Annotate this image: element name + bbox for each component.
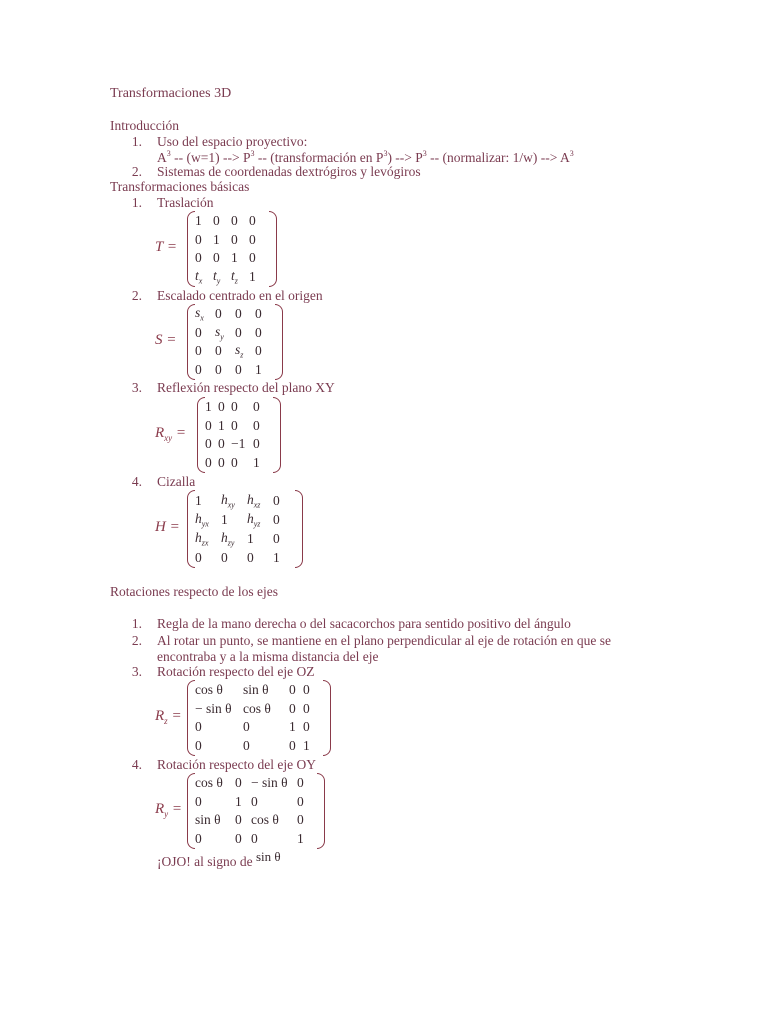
matrix-cell: 0 (235, 361, 242, 377)
matrix-cell: 0 (231, 231, 238, 247)
list-item: Sistemas de coordenadas dextrógiros y levógiros (157, 164, 421, 179)
matrix-cell: 0 (235, 306, 242, 322)
section-heading-intro: Introducción (110, 118, 179, 133)
list-number: 2. (131, 288, 142, 303)
matrix-cell: 0 (303, 719, 310, 735)
note-expression: sin θ (255, 849, 281, 864)
matrix-cell: 0 (235, 775, 242, 791)
matrix-cell: $h_{yx}$ (195, 510, 209, 529)
right-bracket (269, 211, 277, 287)
matrix-cell: $t_y$ (213, 267, 221, 286)
section-heading-rotations: Rotaciones respecto de los ejes (110, 584, 278, 599)
list-item: Regla de la mano derecha o del sacacorchos para sentido positivo del ángulo (157, 616, 571, 631)
matrix-cell: 1 (231, 250, 238, 266)
note-text: ¡OJO! al signo de (157, 854, 253, 869)
matrix-cell: 0 (195, 830, 202, 846)
matrix-cell: $h_{xz}$ (247, 491, 261, 510)
list-item: Uso del espacio proyectivo: (157, 134, 308, 149)
matrix-grid (205, 398, 271, 472)
matrix-cell: 0 (215, 361, 222, 377)
matrix-cell: 0 (215, 306, 222, 322)
matrix-cell: 0 (195, 719, 202, 735)
matrix-cell: 0 (205, 436, 212, 452)
page-title: Transformaciones 3D (110, 86, 232, 101)
matrix-cell: 1 (273, 549, 280, 565)
projective-formula: $A^3 -- (w=1)$ --> $P^3$ -- (transformación en $P^3$) --> $P^3$ -- (normalizar: 1/w) --> $A^3$ (157, 149, 574, 165)
list-number: 2. (131, 633, 142, 648)
matrix-cell: 0 (231, 454, 238, 470)
matrix-cell: 0 (253, 399, 260, 415)
matrix-cell: cos θ (251, 812, 279, 828)
matrix-cell: 0 (215, 343, 222, 359)
matrix-cell: 1 (247, 530, 254, 546)
list-item-continuation: encontraba y a la misma distancia del eje (157, 649, 379, 664)
matrix-cell: 0 (297, 793, 304, 809)
list-number: 4. (131, 757, 142, 772)
matrix-cell: 0 (195, 361, 202, 377)
matrix-cell: 1 (253, 454, 260, 470)
matrix-cell: 0 (205, 417, 212, 433)
list-number: 4. (131, 474, 142, 489)
matrix-cell: 0 (255, 324, 262, 340)
left-bracket (187, 211, 195, 287)
matrix-cell: $s_z$ (235, 342, 244, 361)
list-number: 3. (131, 380, 142, 395)
right-bracket (295, 490, 303, 568)
matrix-cell: 0 (297, 775, 304, 791)
matrix-grid (195, 491, 293, 567)
matrix-label: T = (155, 239, 177, 255)
matrix-cell: 0 (235, 812, 242, 828)
list-item: Al rotar un punto, se mantiene en el plano perpendicular al eje de rotación en que se (157, 633, 611, 648)
matrix-cell: 0 (289, 682, 296, 698)
list-item: Cizalla (157, 474, 196, 489)
matrix-cell: 0 (231, 417, 238, 433)
matrix-grid (195, 681, 321, 755)
matrix-cell: −1 (231, 436, 246, 452)
matrix-cell: 1 (221, 511, 228, 527)
list-item: Rotación respecto del eje OZ (157, 664, 315, 679)
matrix-cell: 0 (195, 737, 202, 753)
left-bracket (187, 304, 195, 380)
matrix-cell: 1 (205, 399, 212, 415)
right-bracket (275, 304, 283, 380)
matrix-cell: 0 (255, 343, 262, 359)
matrix-cell: 0 (195, 343, 202, 359)
matrix-cell: 0 (253, 417, 260, 433)
note (157, 849, 281, 870)
matrix-cell: 1 (303, 737, 310, 753)
matrix-cell: $t_z$ (231, 267, 238, 286)
matrix-cell: 0 (218, 436, 225, 452)
matrix-cell: 1 (195, 213, 202, 229)
matrix-cell: $s_x$ (195, 305, 204, 324)
matrix-cell: sin θ (243, 682, 269, 698)
rotation-y-matrix (155, 773, 325, 849)
matrix-label: H = (155, 519, 180, 535)
list-number: 1. (131, 195, 142, 210)
left-bracket (187, 680, 195, 756)
matrix-cell: 0 (243, 737, 250, 753)
matrix-cell: 0 (289, 737, 296, 753)
matrix-cell: 1 (297, 830, 304, 846)
matrix-cell: 0 (231, 213, 238, 229)
matrix-cell: $s_y$ (215, 323, 224, 342)
matrix-cell: 0 (249, 231, 256, 247)
matrix-cell: 0 (195, 231, 202, 247)
matrix-cell: 0 (231, 399, 238, 415)
left-bracket (187, 490, 195, 568)
matrix-cell: 0 (249, 250, 256, 266)
matrix-grid (195, 212, 267, 286)
left-bracket (197, 397, 205, 473)
matrix-cell: sin θ (195, 812, 221, 828)
matrix-cell: $h_{yz}$ (247, 510, 261, 529)
matrix-label: S = (155, 332, 177, 348)
matrix-cell: 0 (251, 830, 258, 846)
matrix-label: $R_y$ = (155, 801, 183, 819)
left-bracket (187, 773, 195, 849)
list-item: Reflexión respecto del plano XY (157, 380, 335, 395)
matrix-cell: 1 (255, 361, 262, 377)
right-bracket (317, 773, 325, 849)
matrix-cell: $h_{zx}$ (195, 529, 209, 548)
matrix-cell: 0 (273, 511, 280, 527)
matrix-cell: 0 (251, 793, 258, 809)
matrix-cell: 0 (303, 700, 310, 716)
list-item: Rotación respecto del eje OY (157, 757, 316, 772)
matrix-cell: 0 (303, 682, 310, 698)
matrix-cell: 0 (221, 549, 228, 565)
matrix-cell: 0 (249, 213, 256, 229)
matrix-grid (195, 774, 315, 848)
matrix-cell: 0 (243, 719, 250, 735)
matrix-cell: 1 (195, 492, 202, 508)
matrix-cell: cos θ (195, 682, 223, 698)
right-bracket (323, 680, 331, 756)
matrix-cell: 0 (195, 324, 202, 340)
list-item: Escalado centrado en el origen (157, 288, 323, 303)
scaling-matrix (155, 304, 277, 380)
matrix-cell: 0 (218, 399, 225, 415)
matrix-cell: 0 (297, 812, 304, 828)
matrix-cell: 0 (235, 324, 242, 340)
matrix-cell: cos θ (195, 775, 223, 791)
matrix-label: $R_z$ = (155, 708, 182, 726)
matrix-cell: 1 (289, 719, 296, 735)
matrix-cell: 0 (213, 250, 220, 266)
rotation-z-matrix (155, 680, 325, 756)
matrix-cell: 0 (213, 213, 220, 229)
list-number: 1. (131, 616, 142, 631)
reflection-matrix (155, 397, 287, 473)
matrix-cell: 1 (249, 268, 256, 284)
list-number: 3. (131, 664, 142, 679)
matrix-cell: cos θ (243, 700, 271, 716)
matrix-cell: 0 (273, 530, 280, 546)
section-heading-basic: Transformaciones básicas (110, 179, 250, 194)
list-number: 2. (131, 164, 142, 179)
matrix-cell: $t_x$ (195, 267, 203, 286)
matrix-cell: − sin θ (251, 775, 288, 791)
matrix-cell: $h_{xy}$ (221, 491, 235, 510)
matrix-cell: $h_{zy}$ (221, 529, 235, 548)
matrix-cell: 0 (253, 436, 260, 452)
shear-matrix (155, 490, 303, 568)
matrix-cell: 0 (247, 549, 254, 565)
matrix-cell: 1 (235, 793, 242, 809)
translation-matrix (155, 211, 273, 287)
matrix-cell: 0 (195, 250, 202, 266)
matrix-cell: 0 (195, 549, 202, 565)
matrix-cell: 0 (218, 454, 225, 470)
matrix-grid (195, 305, 273, 379)
matrix-cell: 0 (289, 700, 296, 716)
right-bracket (273, 397, 281, 473)
matrix-cell: − sin θ (195, 700, 232, 716)
matrix-cell: 0 (205, 454, 212, 470)
matrix-cell: 0 (195, 793, 202, 809)
list-item: Traslación (157, 195, 214, 210)
matrix-cell: 0 (255, 306, 262, 322)
matrix-cell: 1 (218, 417, 225, 433)
list-number: 1. (131, 134, 142, 149)
matrix-cell: 0 (273, 492, 280, 508)
matrix-cell: 1 (213, 231, 220, 247)
matrix-cell: 0 (235, 830, 242, 846)
matrix-label: $R_{xy}$ = (155, 425, 187, 443)
